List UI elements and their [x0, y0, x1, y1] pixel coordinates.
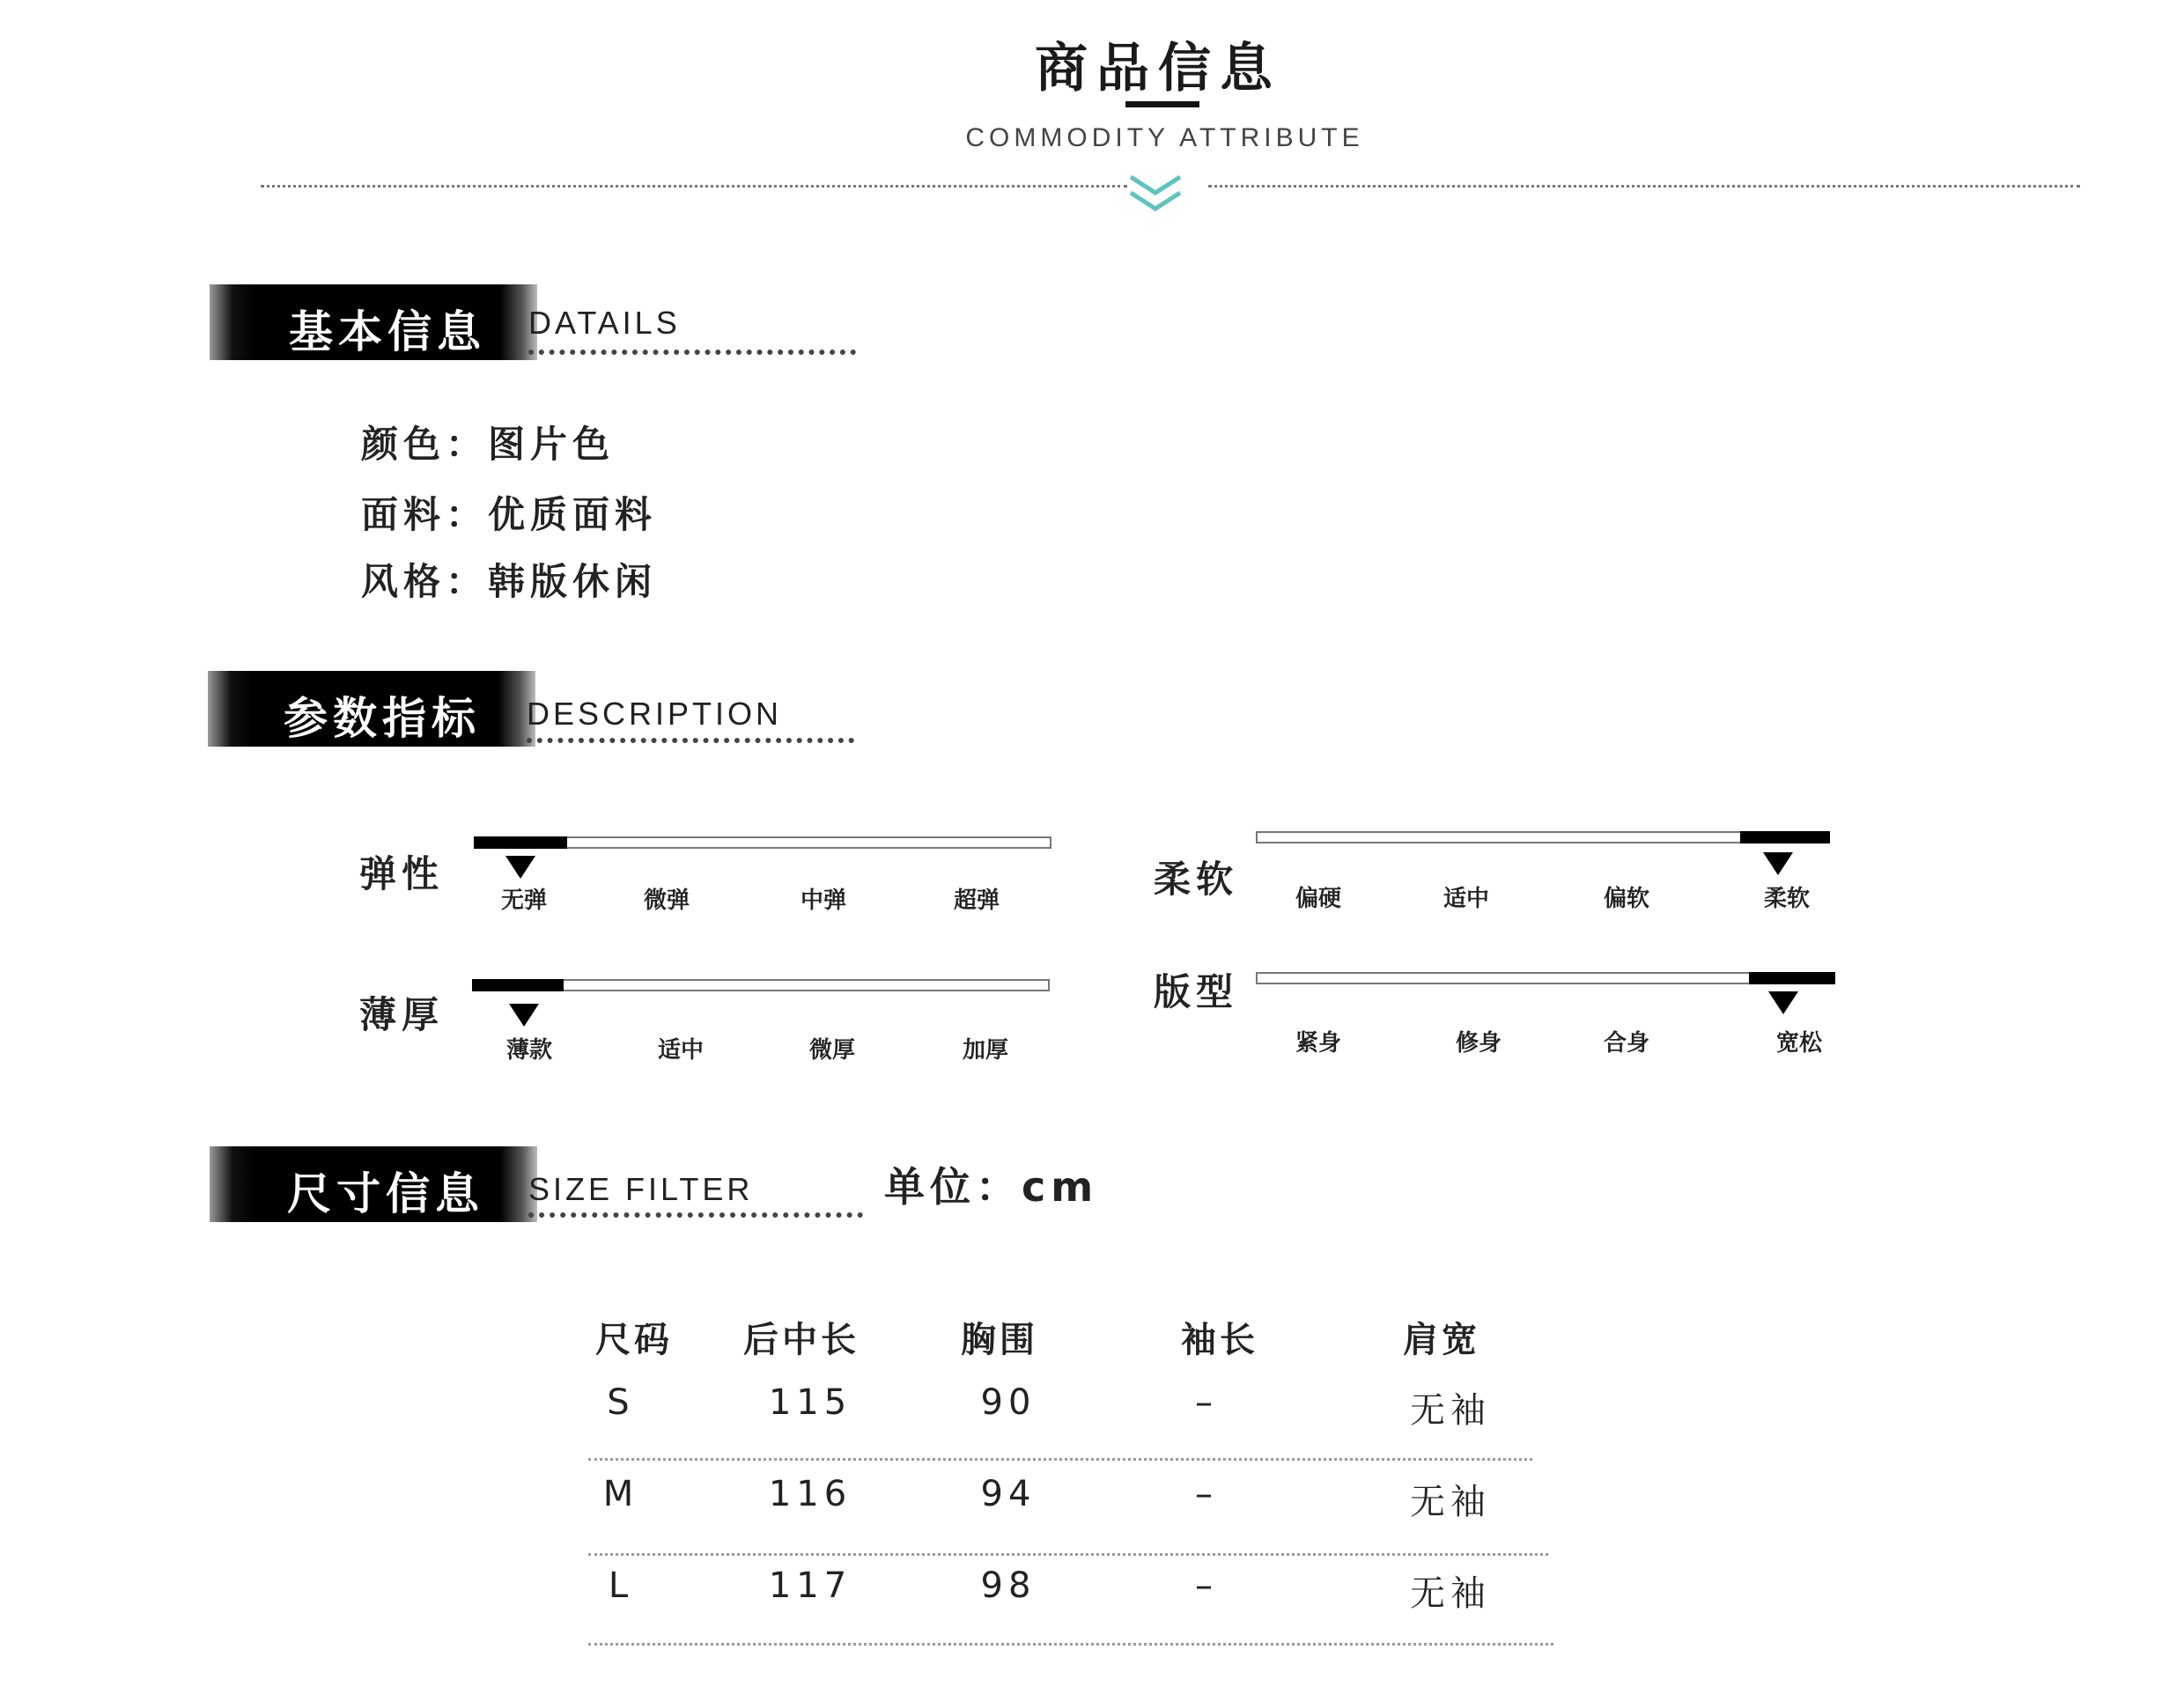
scale-track-softness — [1256, 831, 1828, 843]
scale-option: 微弹 — [643, 888, 690, 914]
scale-track-elasticity — [474, 836, 1051, 849]
table-cell: 115 — [768, 1382, 852, 1423]
scale-option: 偏硬 — [1295, 886, 1341, 912]
table-header-shoulder: 肩宽 — [1403, 1320, 1480, 1360]
header-divider-right — [1208, 185, 2080, 188]
scale-label-thickness: 薄厚 — [359, 993, 445, 1036]
scale-fill-thickness — [472, 979, 564, 991]
scale-fill-elasticity — [474, 836, 567, 849]
double-chevron-down-icon — [1125, 172, 1185, 216]
table-row-divider — [588, 1553, 1548, 1556]
scale-label-softness: 柔软 — [1154, 858, 1239, 901]
section-underline-size — [528, 1212, 863, 1218]
scale-track-thickness — [472, 979, 1050, 991]
info-fabric-label: 面料： — [361, 493, 489, 536]
info-color-label: 颜色： — [361, 423, 489, 466]
table-cell: – — [1195, 1565, 1218, 1606]
table-cell: 116 — [768, 1474, 852, 1514]
page-subtitle: COMMODITY ATTRIBUTE — [965, 123, 1364, 152]
section-title-size: 尺寸信息 — [287, 1168, 484, 1219]
scale-option: 修身 — [1455, 1030, 1502, 1057]
table-header-size: 尺码 — [595, 1320, 673, 1360]
scale-option: 适中 — [1442, 886, 1489, 912]
section-underline-basic — [528, 350, 856, 355]
section-subtitle-basic: DATAILS — [528, 305, 681, 341]
page-title: 商品信息 — [1035, 38, 1281, 99]
scale-option: 薄款 — [505, 1037, 552, 1064]
scale-option: 微厚 — [808, 1037, 855, 1064]
scale-marker-elasticity — [505, 856, 535, 879]
table-cell: 无袖 — [1410, 1390, 1491, 1431]
table-header-length: 后中长 — [743, 1320, 860, 1360]
scale-option: 无弹 — [500, 888, 547, 914]
table-cell: 无袖 — [1410, 1573, 1491, 1614]
table-row-divider — [588, 1458, 1532, 1461]
scale-option: 超弹 — [953, 888, 1000, 914]
scale-label-elasticity: 弹性 — [359, 852, 445, 895]
title-underline — [1125, 101, 1199, 107]
table-cell: 94 — [980, 1474, 1037, 1514]
scale-marker-fit — [1768, 991, 1798, 1014]
table-cell: S — [607, 1382, 635, 1423]
section-header-params — [208, 671, 535, 747]
scale-option: 偏软 — [1603, 886, 1649, 912]
section-title-params: 参数指标 — [284, 693, 481, 744]
section-header-size — [210, 1146, 537, 1222]
section-underline-params — [527, 738, 854, 743]
table-cell: 117 — [768, 1565, 852, 1606]
table-cell: M — [602, 1474, 639, 1514]
scale-option: 紧身 — [1295, 1030, 1341, 1057]
section-subtitle-size: SIZE FILTER — [528, 1171, 754, 1207]
scale-marker-softness — [1763, 852, 1793, 875]
info-style — [361, 553, 657, 606]
table-cell: 98 — [980, 1565, 1037, 1606]
section-header-basic — [210, 284, 537, 360]
scale-option: 柔软 — [1763, 886, 1810, 912]
table-cell: 无袖 — [1410, 1482, 1491, 1522]
scale-option: 适中 — [657, 1037, 704, 1064]
info-fabric-value: 优质面料 — [488, 493, 658, 536]
section-subtitle-params: DESCRIPTION — [527, 696, 783, 732]
scale-option: 加厚 — [962, 1037, 1008, 1064]
table-cell: – — [1195, 1474, 1218, 1514]
scale-fill-softness — [1740, 831, 1830, 843]
scale-option: 中弹 — [800, 888, 846, 914]
info-style-label: 风格： — [361, 560, 489, 603]
scale-fill-fit — [1749, 972, 1835, 984]
section-title-basic: 基本信息 — [289, 306, 486, 357]
scale-marker-thickness — [509, 1004, 539, 1027]
info-color-value: 图片色 — [488, 423, 616, 466]
table-row-divider — [588, 1643, 1553, 1646]
scale-track-fit — [1256, 972, 1834, 984]
table-header-sleeve: 袖长 — [1181, 1320, 1258, 1360]
table-cell: – — [1195, 1382, 1218, 1423]
size-unit-label: 单位：cm — [884, 1163, 1099, 1211]
table-cell: 90 — [980, 1382, 1037, 1423]
info-color — [361, 416, 615, 468]
scale-label-fit: 版型 — [1154, 970, 1239, 1013]
header-divider-left — [261, 185, 1127, 188]
scale-option: 合身 — [1603, 1030, 1649, 1057]
info-style-value: 韩版休闲 — [488, 560, 658, 603]
info-fabric — [361, 486, 657, 539]
table-header-chest: 胸围 — [961, 1320, 1038, 1360]
scale-option: 宽松 — [1775, 1030, 1822, 1057]
table-cell: L — [608, 1565, 634, 1606]
